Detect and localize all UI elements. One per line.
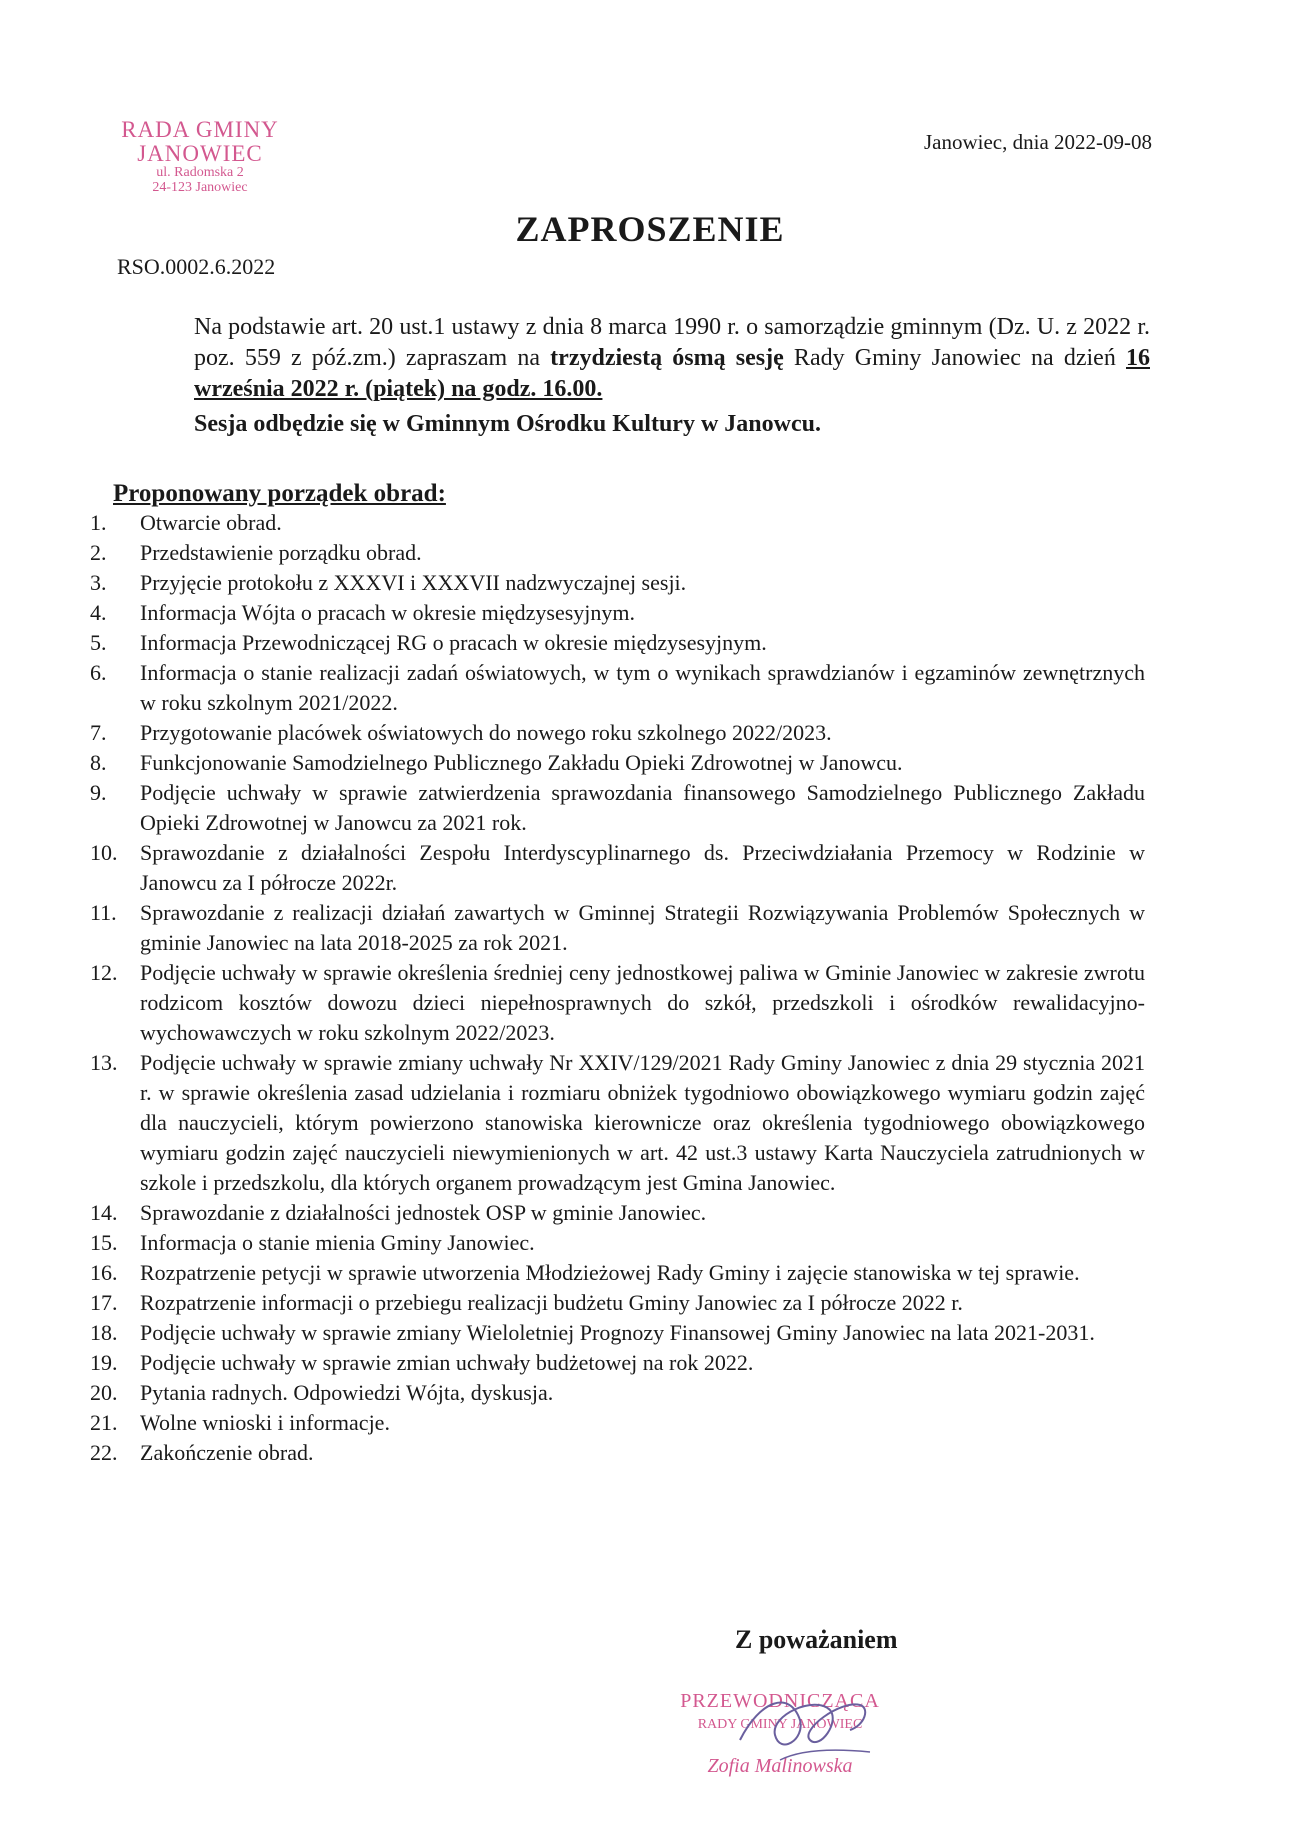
agenda-item [90, 838, 1145, 898]
agenda-item-number: 5. [90, 630, 107, 655]
agenda-item-number: 22. [90, 1440, 118, 1465]
agenda-item [90, 1198, 1145, 1228]
agenda-item [90, 898, 1145, 958]
agenda-item-text: Sprawozdanie z działalności jednostek OSP w gminie Janowiec. [140, 1200, 707, 1225]
agenda-item-text: Podjęcie uchwały w sprawie zmiany uchwały Nr XXIV/129/2021 Rady Gminy Janowiec z dnia 29 stycznia 2021 r. w sprawie określenia zasad udzielania i rozmiaru obniżek tygodniowo obowiązkowego wymiaru godzin zajęć dla nauczycieli, którym powierzono stanowiska kierownicze oraz określenia tygodniowego obowiązkowego wymiaru godzin zajęć nauczycieli niewymienionych w art. 42 ust.3 ustawy Karta Nauczyciela zatrudnionych w szkole i przedszkolu, dla których organem prowadzącym jest Gmina Janowiec. [140, 1050, 1145, 1195]
agenda-item-text: Funkcjonowanie Samodzielnego Publicznego Zakładu Opieki Zdrowotnej w Janowcu. [140, 750, 903, 775]
reference-number: RSO.0002.6.2022 [117, 254, 276, 279]
agenda-item [90, 1048, 1145, 1198]
agenda-item-text: Podjęcie uchwały w sprawie zatwierdzenia sprawozdania finansowego Samodzielnego Publicznego Zakładu Opieki Zdrowotnej w Janowcu za 2021 rok. [140, 780, 1145, 835]
agenda-item-text: Podjęcie uchwały w sprawie zmiany Wieloletniej Prognozy Finansowej Gminy Janowiec na lata 2021-2031. [140, 1320, 1095, 1345]
agenda-item [90, 1258, 1145, 1288]
agenda-item [90, 508, 1145, 538]
agenda-item-text: Przedstawienie porządku obrad. [140, 540, 422, 565]
agenda-item [90, 538, 1145, 568]
agenda-item [90, 628, 1145, 658]
stamp-line-3: ul. Radomska 2 [156, 165, 244, 181]
stamp-line-1: RADA GMINY [121, 117, 279, 142]
agenda-item-number: 4. [90, 600, 107, 625]
session-name: trzydziestą ósmą sesję [550, 345, 784, 371]
agenda-item-number: 1. [90, 510, 107, 535]
agenda-item-number: 12. [90, 960, 118, 985]
agenda-item-text: Wolne wnioski i informacje. [140, 1410, 390, 1435]
agenda-item-text: Pytania radnych. Odpowiedzi Wójta, dyskusja. [140, 1380, 554, 1405]
agenda-item [90, 748, 1145, 778]
agenda-item-number: 16. [90, 1260, 118, 1285]
agenda-item-text: Sprawozdanie z działalności Zespołu Interdyscyplinarnego ds. Przeciwdziałania Przemocy w Rodzinie w Janowcu za I półrocze 2022r. [140, 840, 1145, 895]
chair-stamp-title: PRZEWODNICZĄCA [680, 1690, 880, 1712]
agenda-item [90, 1378, 1145, 1408]
agenda-item-text: Informacja Przewodniczącej RG o pracach w okresie międzysesyjnym. [140, 630, 767, 655]
agenda-item [90, 1288, 1145, 1318]
agenda-item-number: 14. [90, 1200, 118, 1225]
agenda-item-number: 20. [90, 1380, 118, 1405]
agenda-item [90, 1228, 1145, 1258]
intro-paragraph [114, 312, 1150, 440]
handwritten-signature [720, 1680, 890, 1770]
agenda-item-text: Przyjęcie protokołu z XXXVI i XXXVII nadzwyczajnej sesji. [140, 570, 687, 595]
stamp-line-4: 24-123 Janowiec [152, 179, 248, 195]
agenda-item-number: 6. [90, 660, 107, 685]
agenda-item-number: 10. [90, 840, 118, 865]
chair-stamp-sub: RADY GMINY JANOWIEC [697, 1717, 863, 1732]
agenda-item-text: Informacja Wójta o pracach w okresie międzysesyjnym. [140, 600, 636, 625]
agenda-item-text: Podjęcie uchwały w sprawie określenia średniej ceny jednostkowej paliwa w Gminie Janowiec w zakresie zwrotu rodzicom kosztów dowozu dzieci niepełnosprawnych do szkół, przedszkoli i ośrodków rewalidacyjno-wychowawczych w roku szkolnym 2022/2023. [140, 960, 1145, 1045]
agenda-item [90, 1348, 1145, 1378]
venue-line: Sesja odbędzie się w Gminnym Ośrodku Kultury w Janowcu. [194, 411, 821, 437]
agenda-item-number: 11. [90, 900, 117, 925]
agenda-item-text: Zakończenie obrad. [140, 1440, 314, 1465]
agenda-item [90, 1438, 1145, 1468]
agenda-item-number: 17. [90, 1290, 118, 1315]
agenda-item-text: Podjęcie uchwały w sprawie zmian uchwały budżetowej na rok 2022. [140, 1350, 754, 1375]
agenda-item [90, 598, 1145, 628]
agenda-item [90, 958, 1145, 1048]
agenda-item-text: Informacja o stanie realizacji zadań oświatowych, w tym o wynikach sprawdzianów i egzaminów zewnętrznych w roku szkolnym 2021/2022. [140, 660, 1145, 715]
agenda-item-number: 18. [90, 1320, 118, 1345]
intro-text [114, 312, 1150, 405]
place-and-date: Janowiec, dnia 2022-09-08 [923, 130, 1152, 154]
agenda-item-number: 15. [90, 1230, 118, 1255]
document-title: ZAPROSZENIE [515, 209, 785, 249]
agenda-item [90, 568, 1145, 598]
agenda-item-number: 21. [90, 1410, 118, 1435]
closing-text: Z poważaniem [735, 1625, 898, 1654]
agenda-item [90, 1318, 1145, 1348]
agenda-item [90, 778, 1145, 838]
council-stamp [105, 118, 295, 196]
agenda-item-text: Sprawozdanie z realizacji działań zawartych w Gminnej Strategii Rozwiązywania Problemów Społecznych w gminie Janowiec na lata 2018-2025 za rok 2021. [140, 900, 1145, 955]
agenda-item [90, 658, 1145, 718]
intro-part-2: Rady Gminy Janowiec na dzień [783, 345, 1126, 371]
intro-part-1: Na podstawie art. 20 ust.1 ustawy z dnia 8 marca 1990 r. o samorządzie gminnym (Dz. U. z 2022 r. poz. 559 z póź.zm.) zapraszam na [194, 314, 1150, 371]
agenda-item-text: Przygotowanie placówek oświatowych do nowego roku szkolnego 2022/2023. [140, 720, 832, 745]
stamp-line-2: JANOWIEC [137, 141, 263, 167]
chair-stamp-name: Zofia Malinowska [707, 1755, 853, 1777]
agenda-item-number: 13. [90, 1050, 118, 1075]
session-date: 16 września 2022 r. (piątek) na godz. 16.00. [194, 345, 1150, 402]
agenda-item [90, 718, 1145, 748]
agenda-item-number: 2. [90, 540, 107, 565]
agenda-item-number: 7. [90, 720, 107, 745]
agenda-item-number: 8. [90, 750, 107, 775]
agenda-item-text: Rozpatrzenie petycji w sprawie utworzenia Młodzieżowej Rady Gminy i zajęcie stanowiska w tej sprawie. [140, 1260, 1080, 1285]
agenda-item-text: Rozpatrzenie informacji o przebiegu realizacji budżetu Gminy Janowiec za I półrocze 2022 r. [140, 1290, 963, 1315]
agenda-item-text: Informacja o stanie mienia Gminy Janowiec. [140, 1230, 535, 1255]
agenda-title: Proponowany porządek obrad: [113, 480, 446, 507]
agenda-list [90, 508, 1145, 1468]
agenda-item-number: 19. [90, 1350, 118, 1375]
agenda-item-number: 3. [90, 570, 107, 595]
agenda-item-text: Otwarcie obrad. [140, 510, 282, 535]
agenda-item-number: 9. [90, 780, 107, 805]
agenda-item [90, 1408, 1145, 1438]
